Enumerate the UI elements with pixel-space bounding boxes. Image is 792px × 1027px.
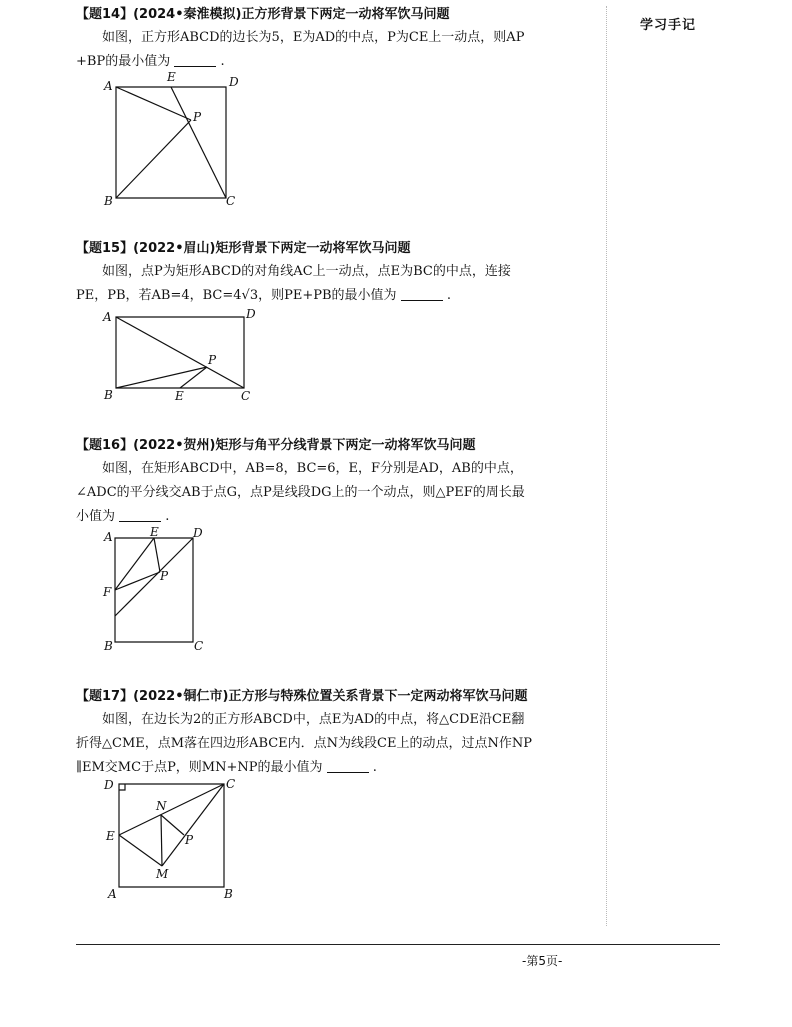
notes-sidebar-label: 学习手记 xyxy=(640,18,697,33)
right-angle-mark-d xyxy=(119,784,125,790)
statement-tail: . xyxy=(165,509,170,524)
bisector-dg xyxy=(115,538,193,616)
statement-tail: . xyxy=(446,288,451,303)
answer-blank[interactable] xyxy=(174,52,216,67)
label-e: E xyxy=(150,525,159,539)
label-f: F xyxy=(103,585,112,599)
square-abcd xyxy=(119,784,224,887)
statement-line: +BP的最小值为 xyxy=(76,54,171,69)
sidebar-divider xyxy=(606,6,607,926)
statement-tail: . xyxy=(372,760,377,775)
label-c: C xyxy=(194,639,204,653)
label-e: E xyxy=(167,70,176,84)
statement-line: 如图，在矩形ABCD中，AB=8，BC=6，E，F分别是AD，AB的中点， xyxy=(102,461,523,476)
problem-title: 【题14】(2024•秦淮模拟)正方形背景下两定一动将军饮马问题 xyxy=(76,7,450,22)
label-e: E xyxy=(175,389,184,403)
label-d: D xyxy=(193,526,203,540)
problem-14 xyxy=(76,6,598,74)
problem-16 xyxy=(76,437,598,529)
segment-ec xyxy=(119,784,224,835)
label-c: C xyxy=(241,389,251,403)
answer-blank[interactable] xyxy=(327,758,369,773)
label-e: E xyxy=(106,829,115,843)
statement-tail: . xyxy=(220,54,225,69)
label-a: A xyxy=(103,310,112,324)
statement-line: PE，PB，若AB=4，BC=4√3，则PE+PB的最小值为 xyxy=(76,288,397,303)
answer-blank[interactable] xyxy=(401,286,443,301)
label-b: B xyxy=(104,388,113,402)
label-d: D xyxy=(104,778,114,792)
label-p: P xyxy=(193,110,202,124)
label-a: A xyxy=(104,79,113,93)
label-n: N xyxy=(156,799,167,813)
rectangle-abcd xyxy=(115,538,193,642)
answer-blank[interactable] xyxy=(119,507,161,522)
statement-line: 如图，在边长为2的正方形ABCD中，点E为AD的中点，将△CDE沿CE翻 xyxy=(102,712,525,727)
label-b: B xyxy=(104,194,113,208)
statement-line: ∥EM交MC于点P，则MN+NP的最小值为 xyxy=(76,760,323,775)
segment-np xyxy=(161,815,184,835)
problem-17 xyxy=(76,688,598,780)
label-c: C xyxy=(226,194,236,208)
footer-divider xyxy=(76,944,720,945)
figure-problem-16 xyxy=(96,524,216,652)
label-d: D xyxy=(229,75,239,89)
problem-statement xyxy=(76,457,598,529)
segment-mc xyxy=(162,784,224,866)
segment-em xyxy=(119,835,162,866)
problem-statement xyxy=(76,26,598,74)
label-p: P xyxy=(208,353,217,367)
problem-title: 【题16】(2022•贺州)矩形与角平分线背景下两定一动将军饮马问题 xyxy=(76,438,476,453)
label-d: D xyxy=(246,307,256,321)
label-b: B xyxy=(224,887,233,901)
label-p: P xyxy=(160,569,169,583)
figure-problem-17 xyxy=(96,772,246,904)
label-b: B xyxy=(104,639,113,653)
segment-bp xyxy=(116,120,191,198)
statement-line: 小值为 xyxy=(76,509,116,524)
label-p: P xyxy=(185,833,194,847)
segment-ec xyxy=(171,87,226,198)
problem-statement xyxy=(76,708,598,780)
figure-problem-15 xyxy=(96,304,266,408)
problem-title: 【题15】(2022•眉山)矩形背景下两定一动将军饮马问题 xyxy=(76,241,411,256)
statement-line: 折得△CME，点M落在四边形ABCE内．点N为线段CE上的动点，过点N作NP xyxy=(76,736,532,751)
label-a: A xyxy=(104,530,113,544)
label-m: M xyxy=(156,867,169,881)
segment-ep xyxy=(154,538,160,572)
statement-line: ∠ADC的平分线交AB于点G，点P是线段DG上的一个动点，则△PEF的周长最 xyxy=(76,485,525,500)
statement-line: 如图，点P为矩形ABCD的对角线AC上一动点，点E为BC的中点，连接 xyxy=(102,264,511,279)
problem-15 xyxy=(76,240,598,308)
diagonal-ac xyxy=(116,317,244,388)
segment-mn xyxy=(161,815,162,866)
problem-statement xyxy=(76,260,598,308)
problem-title: 【题17】(2022•铜仁市)正方形与特殊位置关系背景下一定两动将军饮马问题 xyxy=(76,689,528,704)
label-a: A xyxy=(108,887,117,901)
figure-problem-14 xyxy=(96,70,246,210)
statement-line: 如图，正方形ABCD的边长为5，E为AD的中点，P为CE上一动点，则AP xyxy=(102,30,525,45)
label-c: C xyxy=(226,777,236,791)
page-number: -第5页- xyxy=(522,954,563,968)
